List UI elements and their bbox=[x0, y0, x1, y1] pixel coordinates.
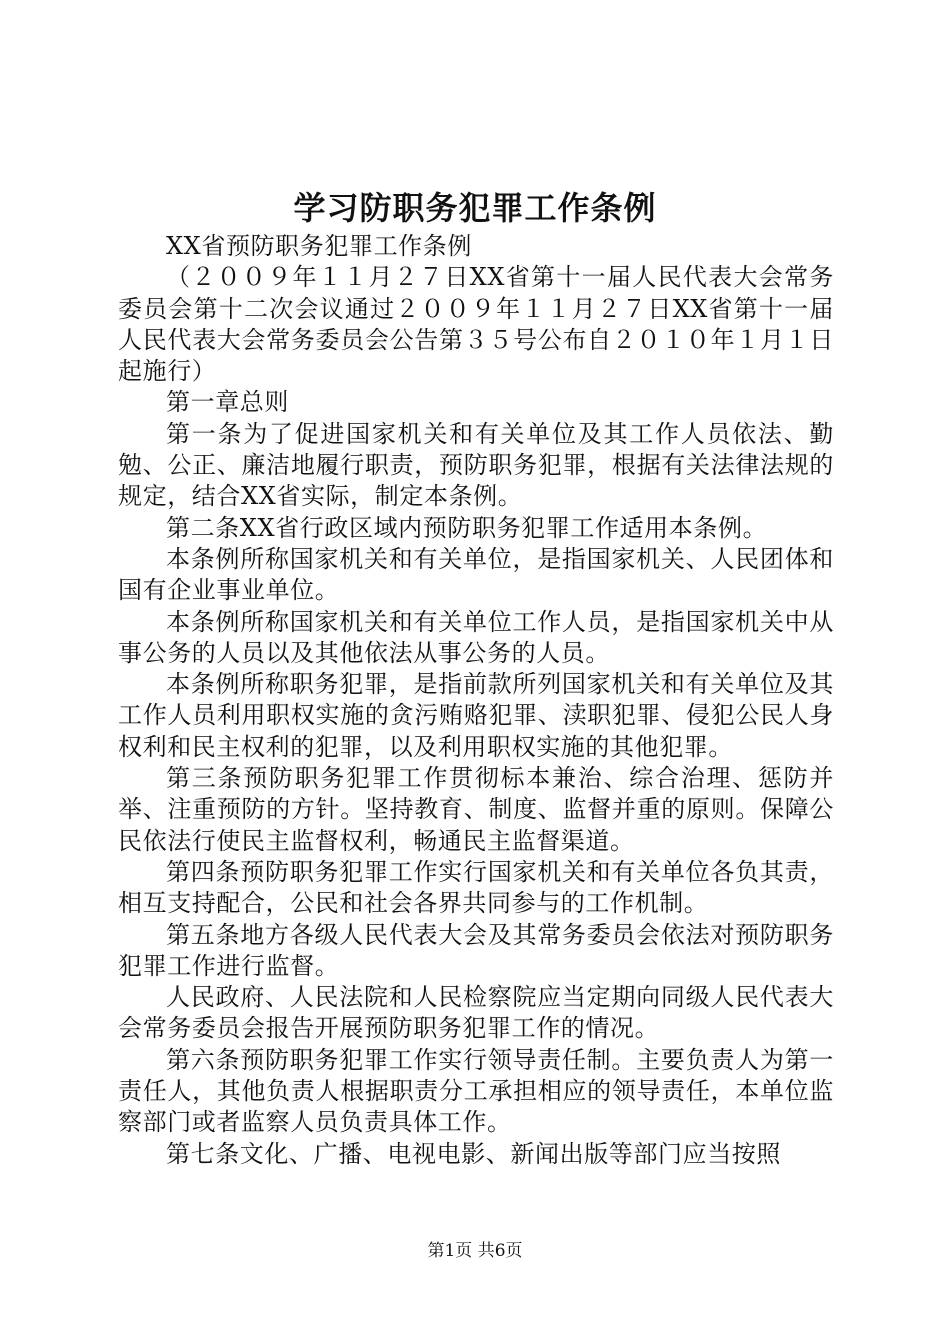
document-title: 学习防职务犯罪工作条例 bbox=[293, 189, 657, 227]
paragraph: 第一条为了促进国家机关和有关单位及其工作人员依法、勤勉、公正、廉洁地履行职责，预防职务犯罪，根据有关法律法规的规定，结合XX省实际，制定本条例。 bbox=[118, 419, 834, 511]
paragraph: 本条例所称国家机关和有关单位，是指国家机关、人民团体和国有企业事业单位。 bbox=[118, 544, 834, 605]
paragraph: 第三条预防职务犯罪工作贯彻标本兼治、综合治理、惩防并举、注重预防的方针。坚持教育、制度、监督并重的原则。保障公民依法行使民主监督权利，畅通民主监督渠道。 bbox=[118, 764, 834, 855]
paragraph: 第二条XX省行政区域内预防职务犯罪工作适用本条例。 bbox=[166, 513, 768, 542]
paragraph: （２００９年１１月２７日XX省第十一届人民代表大会常务委员会第十二次会议通过２００９年１１月２７日XX省第十一届人民代表大会常务委员会公告第３５号公布自２０１０年１月１日起施行） bbox=[118, 263, 834, 386]
paragraph: 第四条预防职务犯罪工作实行国家机关和有关单位各负其责，相互支持配合，公民和社会各界共同参与的工作机制。 bbox=[118, 857, 834, 918]
paragraph: 第一章总则 bbox=[166, 388, 289, 417]
paragraph: 第五条地方各级人民代表大会及其常务委员会依法对预防职务犯罪工作进行监督。 bbox=[118, 920, 834, 980]
paragraph: XX省预防职务犯罪工作条例 bbox=[166, 232, 472, 260]
document-body bbox=[118, 231, 834, 1170]
paragraph: 本条例所称职务犯罪，是指前款所列国家机关和有关单位及其工作人员利用职权实施的贪污贿赂犯罪、渎职犯罪、侵犯公民人身权利和民主权利的犯罪，以及利用职权实施的其他犯罪。 bbox=[118, 670, 834, 761]
paragraph: 本条例所称国家机关和有关单位工作人员，是指国家机关中从事公务的人员以及其他依法从事公务的人员。 bbox=[118, 607, 834, 667]
paragraph: 第七条文化、广播、电视电影、新闻出版等部门应当按照 bbox=[166, 1139, 781, 1168]
page-number-footer: 第1页 共6页 bbox=[427, 1241, 523, 1261]
paragraph: 人民政府、人民法院和人民检察院应当定期向同级人民代表大会常务委员会报告开展预防职务犯罪工作的情况。 bbox=[118, 983, 834, 1043]
paragraph: 第六条预防职务犯罪工作实行领导责任制。主要负责人为第一责任人，其他负责人根据职责分工承担相应的领导责任，本单位监察部门或者监察人员负责具体工作。 bbox=[118, 1045, 834, 1137]
